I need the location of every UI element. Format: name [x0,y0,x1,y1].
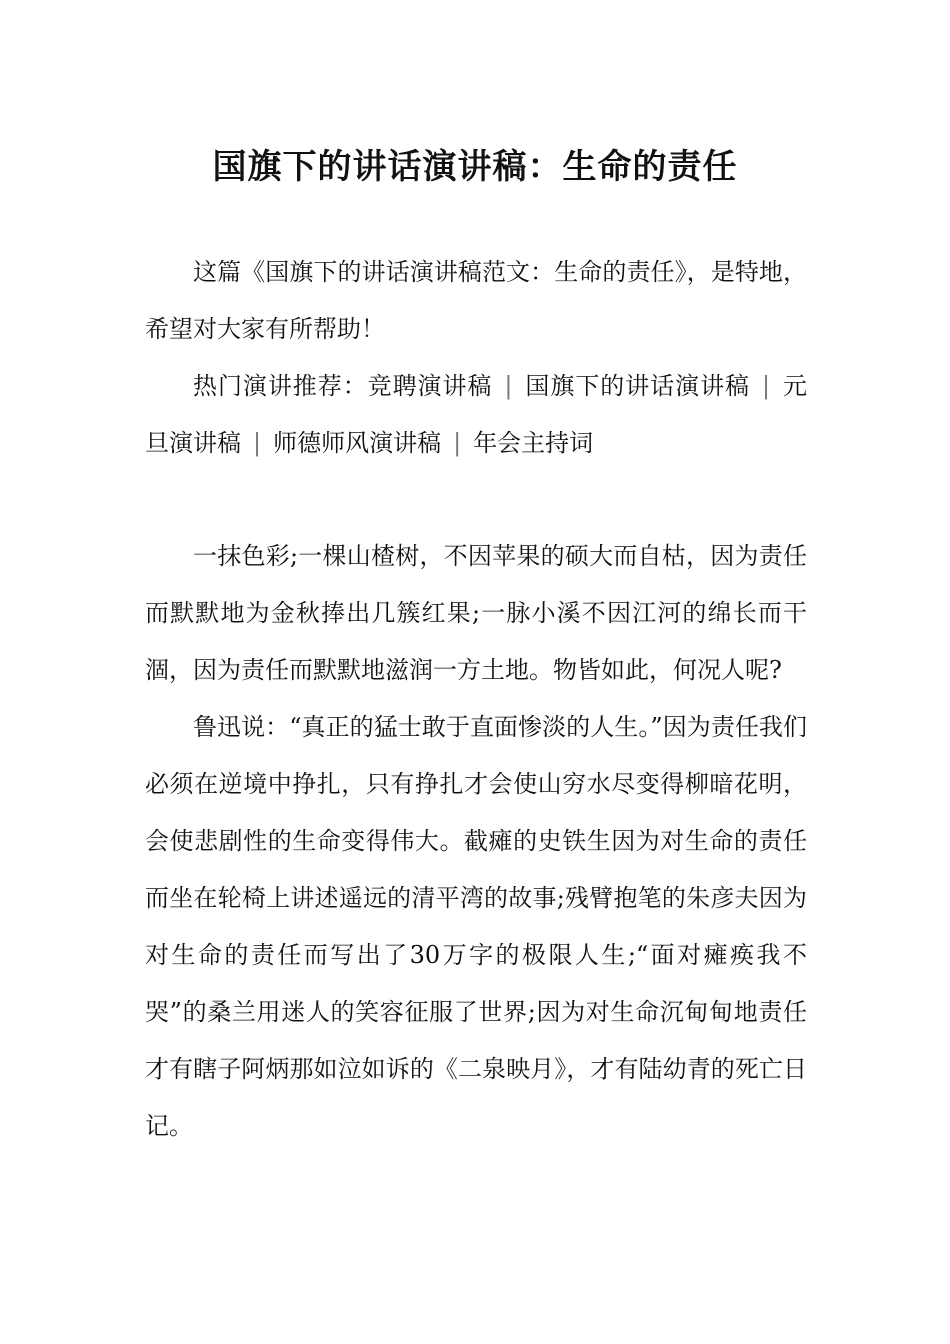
intro-paragraph: 这篇《国旗下的讲话演讲稿范文：生命的责任》，是特地，希望对大家有所帮助！ [145,258,807,343]
recommend-label: 热门演讲推荐： [193,372,368,400]
intro-block [145,244,807,472]
link-separator: | [253,429,262,457]
recommend-link-teacher-ethics-speech[interactable]: 师德师风演讲稿 [273,429,442,457]
recommend-link-annual-host-script[interactable]: 年会主持词 [473,429,594,457]
link-separator: | [504,372,513,400]
link-separator: | [453,429,462,457]
recommend-link-new-year-speech[interactable]: 元旦演讲稿 [145,372,808,457]
recommend-link-competition-speech[interactable]: 竞聘演讲稿 [367,372,493,400]
recommend-paragraph [145,358,807,472]
main-content [145,528,807,1155]
body-paragraph: 鲁迅说：“真正的猛士敢于直面惨淡的人生。”因为责任我们必须在逆境中挣扎，只有挣扎才会使山穷水尽变得柳暗花明，会使悲剧性的生命变得伟大。截瘫的史铁生因为对生命的责任而坐在轮椅上讲述遥远的清平湾的故事;残臂抱笔的朱彦夫因为对生命的责任而写出了30万字的极限人生;“面对瘫痪我不哭”的桑兰用迷人的笑容征服了世界;因为对生命沉甸甸地责任才有瞎子阿炳那如泣如诉的《二泉映月》，才有陆幼青的死亡日记。 [145,713,807,1140]
recommend-link-flag-speech[interactable]: 国旗下的讲话演讲稿 [524,372,750,400]
document-title: 国旗下的讲话演讲稿：生命的责任 [212,146,738,187]
link-separator: | [761,372,771,400]
body-paragraph: 一抹色彩;一棵山楂树，不因苹果的硕大而自枯，因为责任而默默地为金秋捧出几簇红果;一脉小溪不因江河的绵长而干涸，因为责任而默默地滋润一方土地。物皆如此，何况人呢? [145,542,807,684]
